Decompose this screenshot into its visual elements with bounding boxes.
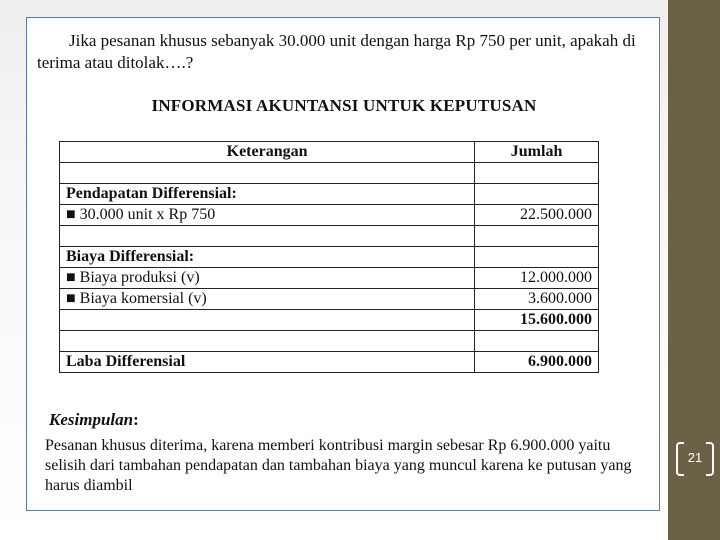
table-row bbox=[60, 331, 599, 352]
table-row bbox=[60, 310, 599, 331]
table-row bbox=[60, 352, 599, 373]
row-description: ■ Biaya komersial (v) bbox=[60, 289, 475, 310]
row-description: Biaya Differensial: bbox=[60, 247, 475, 268]
table-row bbox=[60, 247, 599, 268]
row-amount-total-cost: 15.600.000 bbox=[475, 310, 599, 331]
row-description bbox=[60, 226, 475, 247]
conclusion-label bbox=[49, 410, 139, 430]
row-amount: 12.000.000 bbox=[475, 268, 599, 289]
table-row bbox=[60, 184, 599, 205]
row-description bbox=[60, 331, 475, 352]
row-description: Pendapatan Differensial: bbox=[60, 184, 475, 205]
row-amount bbox=[475, 163, 599, 184]
row-amount-profit: 6.900.000 bbox=[475, 352, 599, 373]
row-description: ■ 30.000 unit x Rp 750 bbox=[60, 205, 475, 226]
table-header-row bbox=[60, 142, 599, 163]
row-amount bbox=[475, 184, 599, 205]
row-amount bbox=[475, 226, 599, 247]
row-amount bbox=[475, 331, 599, 352]
page-number: 21 bbox=[676, 438, 714, 478]
row-description: Laba Differensial bbox=[60, 352, 475, 373]
table-row bbox=[60, 289, 599, 310]
column-header-jumlah: Jumlah bbox=[475, 142, 599, 163]
row-amount: 3.600.000 bbox=[475, 289, 599, 310]
row-amount bbox=[475, 247, 599, 268]
column-header-keterangan: Keterangan bbox=[60, 142, 475, 163]
table-row bbox=[60, 205, 599, 226]
section-heading: INFORMASI AKUNTANSI UNTUK KEPUTUSAN bbox=[151, 96, 537, 115]
row-description: ■ Biaya produksi (v) bbox=[60, 268, 475, 289]
row-description bbox=[60, 163, 475, 184]
row-amount: 22.500.000 bbox=[475, 205, 599, 226]
table-row bbox=[60, 163, 599, 184]
row-description bbox=[60, 310, 475, 331]
conclusion-text: Pesanan khusus diterima, karena memberi kontribusi margin sebesar Rp 6.900.000 yaitu selisih dari tambahan pendapatan dan tambahan biaya yang muncul karena ke putusan yang harus diambil bbox=[45, 437, 632, 494]
table-row bbox=[60, 226, 599, 247]
table-row bbox=[60, 268, 599, 289]
conclusion-label-text: Kesimpulan bbox=[49, 410, 134, 429]
conclusion-label-colon: : bbox=[133, 410, 139, 429]
slide-content-image bbox=[26, 17, 660, 511]
question-text: Jika pesanan khusus sebanyak 30.000 unit dengan harga Rp 750 per unit, apakah di terima atau ditolak….? bbox=[37, 31, 636, 72]
accounting-table bbox=[59, 141, 599, 373]
